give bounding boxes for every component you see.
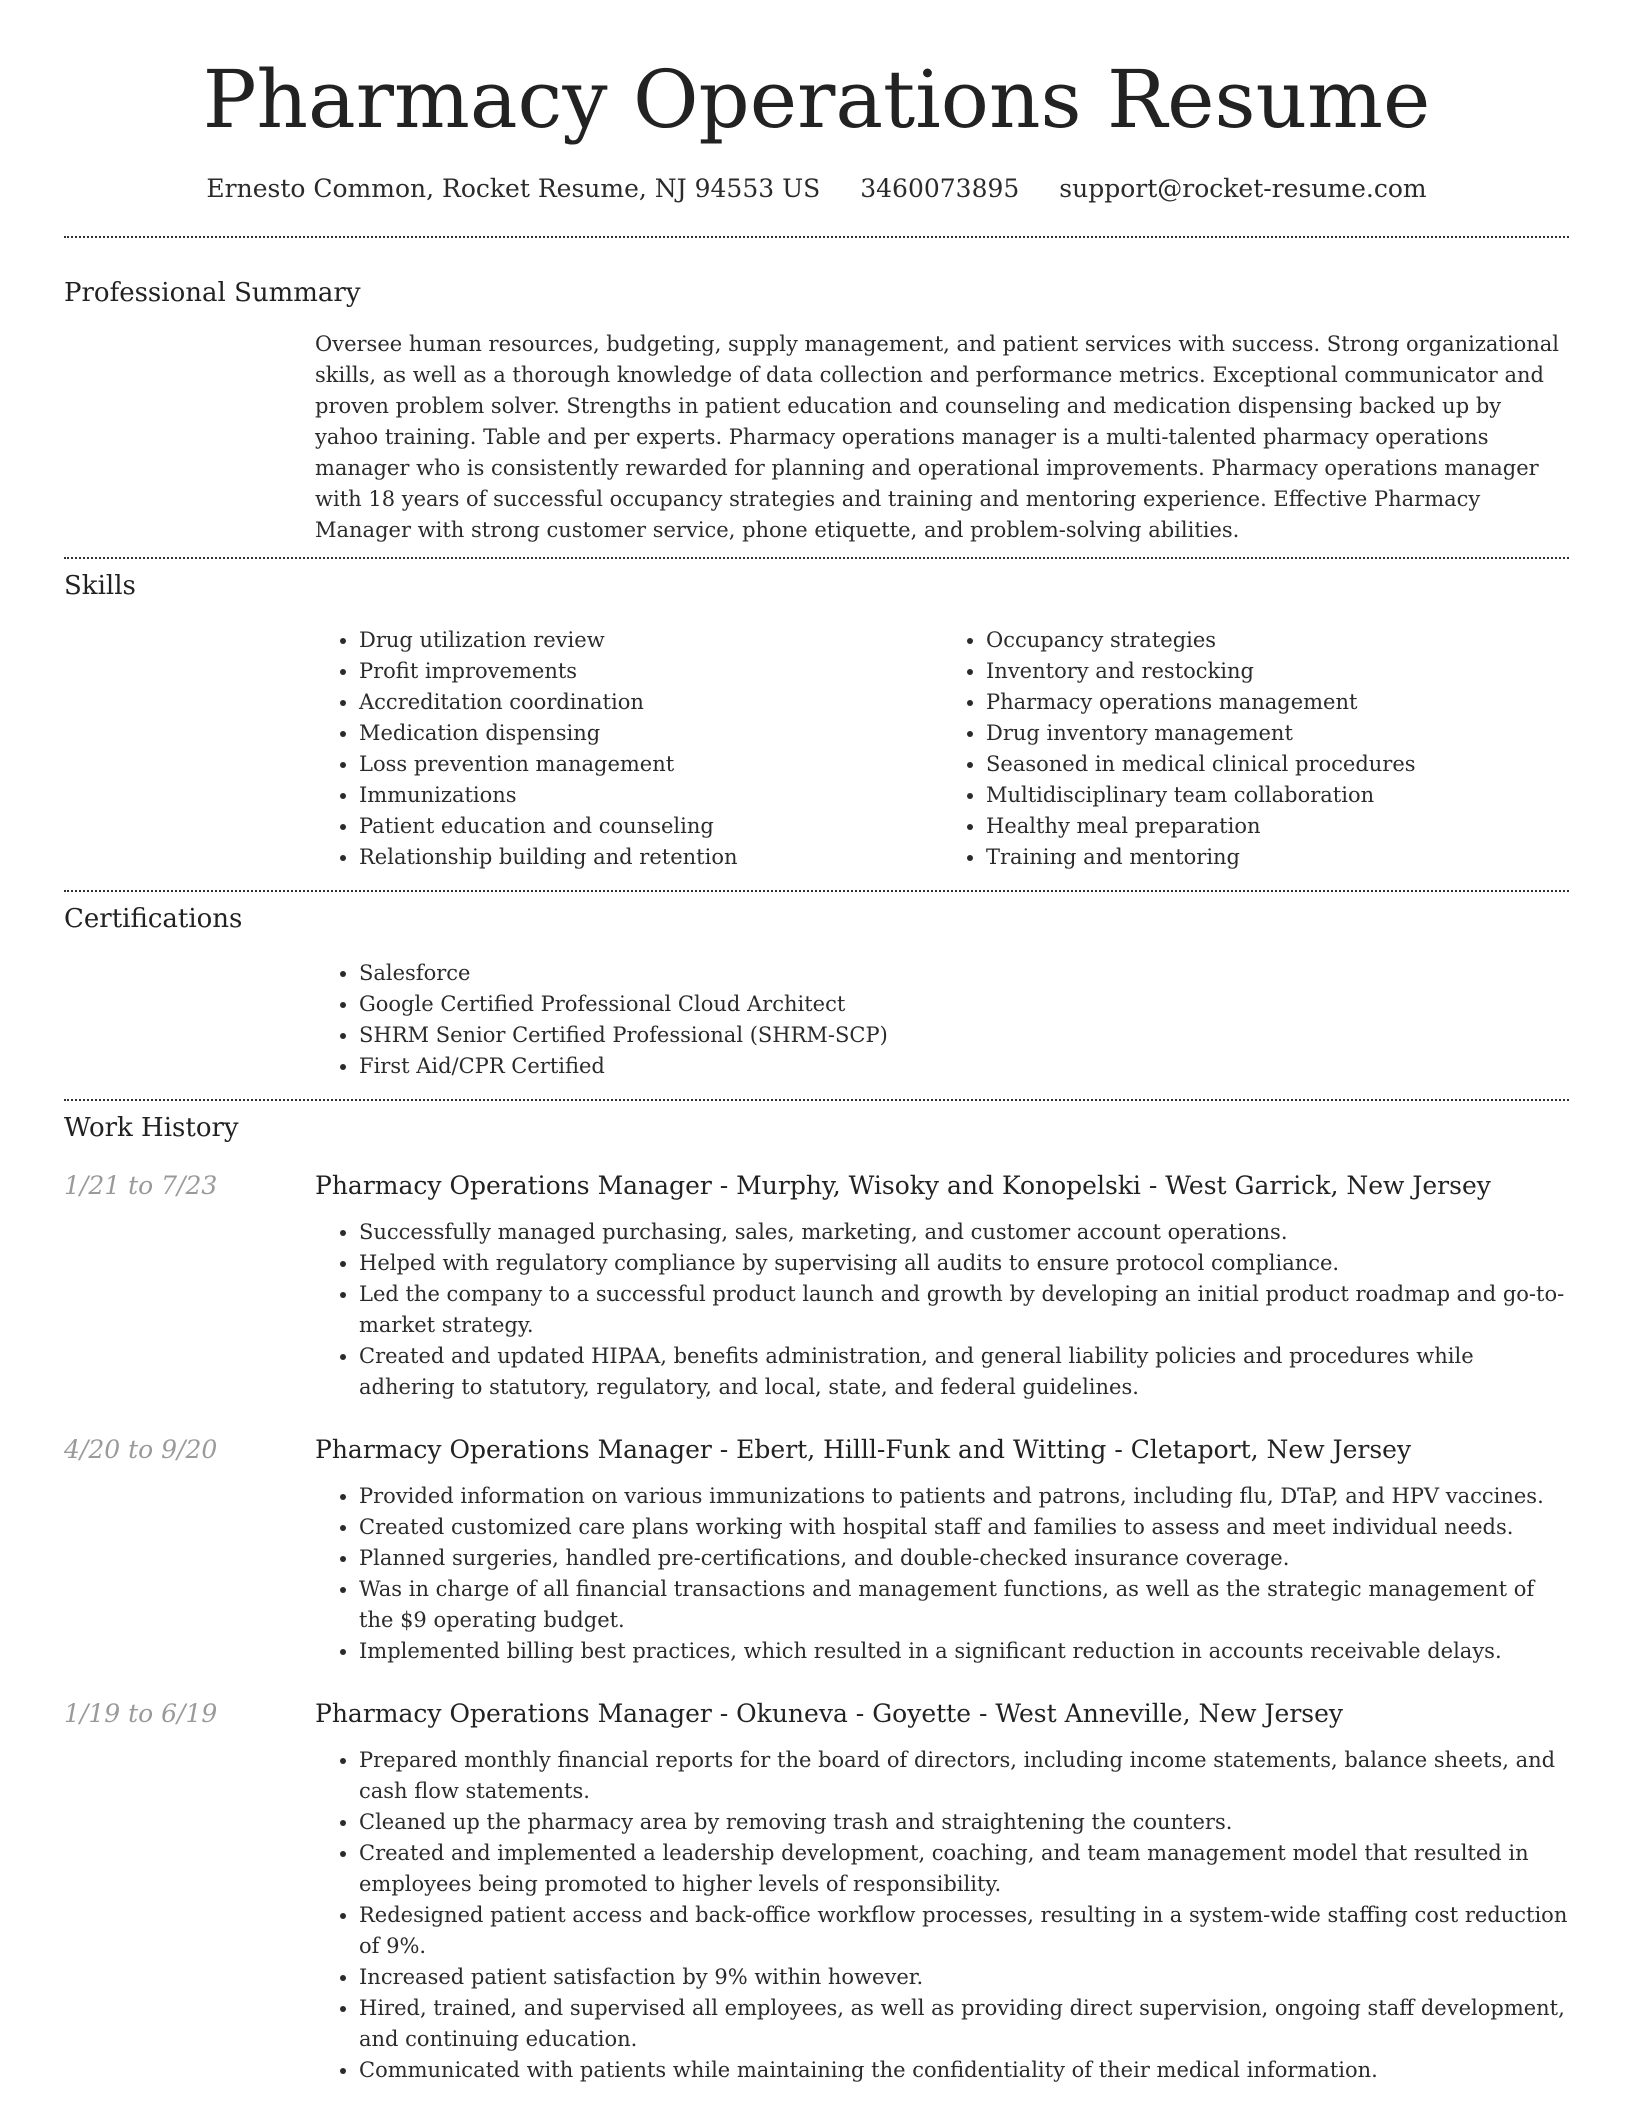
job-bullet: • Redesigned patient access and back-office workflow processes, resulting in a system-wide staffing cost reduction of 9%. xyxy=(359,1900,1569,1962)
job-bullet: • Prepared monthly financial reports for the board of directors, including income statements, balance sheets, and cash flow statements. xyxy=(359,1745,1569,1807)
section-heading-certifications: Certifications xyxy=(64,904,243,934)
skill-item: • Patient education and counseling xyxy=(359,811,942,842)
skills-list-right xyxy=(942,625,1569,873)
skill-item: • Drug inventory management xyxy=(986,718,1569,749)
divider xyxy=(64,890,1569,892)
divider xyxy=(64,236,1569,238)
skill-item: • Occupancy strategies xyxy=(986,625,1569,656)
skill-item: • Immunizations xyxy=(359,780,942,811)
divider xyxy=(64,557,1569,559)
section-certifications xyxy=(64,902,1569,1082)
job-title: Pharmacy Operations Manager - Murphy, Wisoky and Konopelski - West Garrick, New Jersey xyxy=(315,1171,1491,1200)
skill-item: • Inventory and restocking xyxy=(986,656,1569,687)
job-bullet: • Created and updated HIPAA, benefits administration, and general liability policies and procedures while adhering to statutory, regulatory, and local, state, and federal guidelines. xyxy=(359,1341,1569,1403)
certifications-list xyxy=(315,958,1569,1082)
job-bullet: • Led the company to a successful product launch and growth by developing an initial product roadmap and go-to-market strategy. xyxy=(359,1279,1569,1341)
skill-item: • Drug utilization review xyxy=(359,625,942,656)
job-bullet: • Created customized care plans working with hospital staff and families to assess and meet individual needs. xyxy=(359,1512,1569,1543)
job-bullet: • Cleaned up the pharmacy area by removing trash and straightening the counters. xyxy=(359,1807,1569,1838)
skill-item: • Medication dispensing xyxy=(359,718,942,749)
job-entry xyxy=(64,1169,1569,1403)
job-entry xyxy=(64,1433,1569,1667)
certification-item: • SHRM Senior Certified Professional (SHRM-SCP) xyxy=(359,1020,1569,1051)
section-heading-summary: Professional Summary xyxy=(64,278,361,308)
resume-title: Pharmacy Operations Resume xyxy=(202,53,1431,146)
job-bullet: • Created and implemented a leadership development, coaching, and team management model that resulted in employees being promoted to higher levels of responsibility. xyxy=(359,1838,1569,1900)
contact-address: Ernesto Common, Rocket Resume, NJ 94553 US xyxy=(206,174,821,203)
job-entry xyxy=(64,1697,1569,2086)
skill-item: • Loss prevention management xyxy=(359,749,942,780)
section-heading-skills: Skills xyxy=(64,571,136,601)
job-bullet: • Hired, trained, and supervised all employees, as well as providing direct supervision, ongoing staff development, and continuing education. xyxy=(359,1993,1569,2055)
certification-item: • Google Certified Professional Cloud Architect xyxy=(359,989,1569,1020)
skill-item: • Profit improvements xyxy=(359,656,942,687)
section-work-history xyxy=(64,1111,1569,2086)
skill-item: • Seasoned in medical clinical procedures xyxy=(986,749,1569,780)
job-bullet: • Planned surgeries, handled pre-certifications, and double-checked insurance coverage. xyxy=(359,1543,1569,1574)
job-bullet: • Helped with regulatory compliance by supervising all audits to ensure protocol compliance. xyxy=(359,1248,1569,1279)
job-bullet: • Was in charge of all financial transactions and management functions, as well as the strategic management of the $9 operating budget. xyxy=(359,1574,1569,1636)
job-date: 4/20 to 9/20 xyxy=(64,1435,218,1464)
job-bullet: • Provided information on various immunizations to patients and patrons, including flu, DTaP, and HPV vaccines. xyxy=(359,1481,1569,1512)
divider xyxy=(64,1099,1569,1101)
certifications-body xyxy=(315,958,1569,1082)
contact-phone: 3460073895 xyxy=(860,174,1020,203)
certification-item: • Salesforce xyxy=(359,958,1569,989)
job-date: 1/21 to 7/23 xyxy=(64,1171,218,1200)
job-title: Pharmacy Operations Manager - Okuneva - Goyette - West Anneville, New Jersey xyxy=(315,1699,1344,1728)
skills-columns xyxy=(315,625,1569,873)
summary-text: Oversee human resources, budgeting, supply management, and patient services with success. Strong organizational skills, as well as a thorough knowledge of data collection and performance metrics. Exceptional communicator and proven problem solver. Strengths in patient education and counseling and medication dispensing backed up by yahoo training. Table and per experts. Pharmacy operations manager is a multi-talented pharmacy operations manager who is consistently rewarded for planning and operational improvements. Pharmacy operations manager with 18 years of successful occupancy strategies and training and mentoring experience. Effective Pharmacy Manager with strong customer service, phone etiquette, and problem-solving abilities. xyxy=(315,332,1559,542)
section-summary xyxy=(64,276,1569,546)
certification-item: • First Aid/CPR Certified xyxy=(359,1051,1569,1082)
job-title: Pharmacy Operations Manager - Ebert, Hilll-Funk and Witting - Cletaport, New Jersey xyxy=(315,1435,1412,1464)
job-bullets xyxy=(315,1217,1569,1403)
job-bullet: • Successfully managed purchasing, sales, marketing, and customer account operations. xyxy=(359,1217,1569,1248)
skill-item: • Relationship building and retention xyxy=(359,842,942,873)
job-bullets xyxy=(315,1745,1569,2086)
job-bullet: • Communicated with patients while maintaining the confidentiality of their medical information. xyxy=(359,2055,1569,2086)
skill-item: • Multidisciplinary team collaboration xyxy=(986,780,1569,811)
contact-email[interactable]: support@rocket-resume.com xyxy=(1059,174,1427,203)
contact-line xyxy=(64,172,1569,206)
job-date: 1/19 to 6/19 xyxy=(64,1699,218,1728)
skill-item: • Accreditation coordination xyxy=(359,687,942,718)
skills-list-left xyxy=(315,625,942,873)
skill-item: • Pharmacy operations management xyxy=(986,687,1569,718)
skill-item: • Healthy meal preparation xyxy=(986,811,1569,842)
section-heading-work: Work History xyxy=(64,1113,239,1143)
job-bullets xyxy=(315,1481,1569,1667)
skill-item: • Training and mentoring xyxy=(986,842,1569,873)
resume-page xyxy=(64,0,1569,2086)
section-skills xyxy=(64,569,1569,873)
job-bullet: • Implemented billing best practices, which resulted in a significant reduction in accounts receivable delays. xyxy=(359,1636,1569,1667)
job-bullet: • Increased patient satisfaction by 9% within however. xyxy=(359,1962,1569,1993)
